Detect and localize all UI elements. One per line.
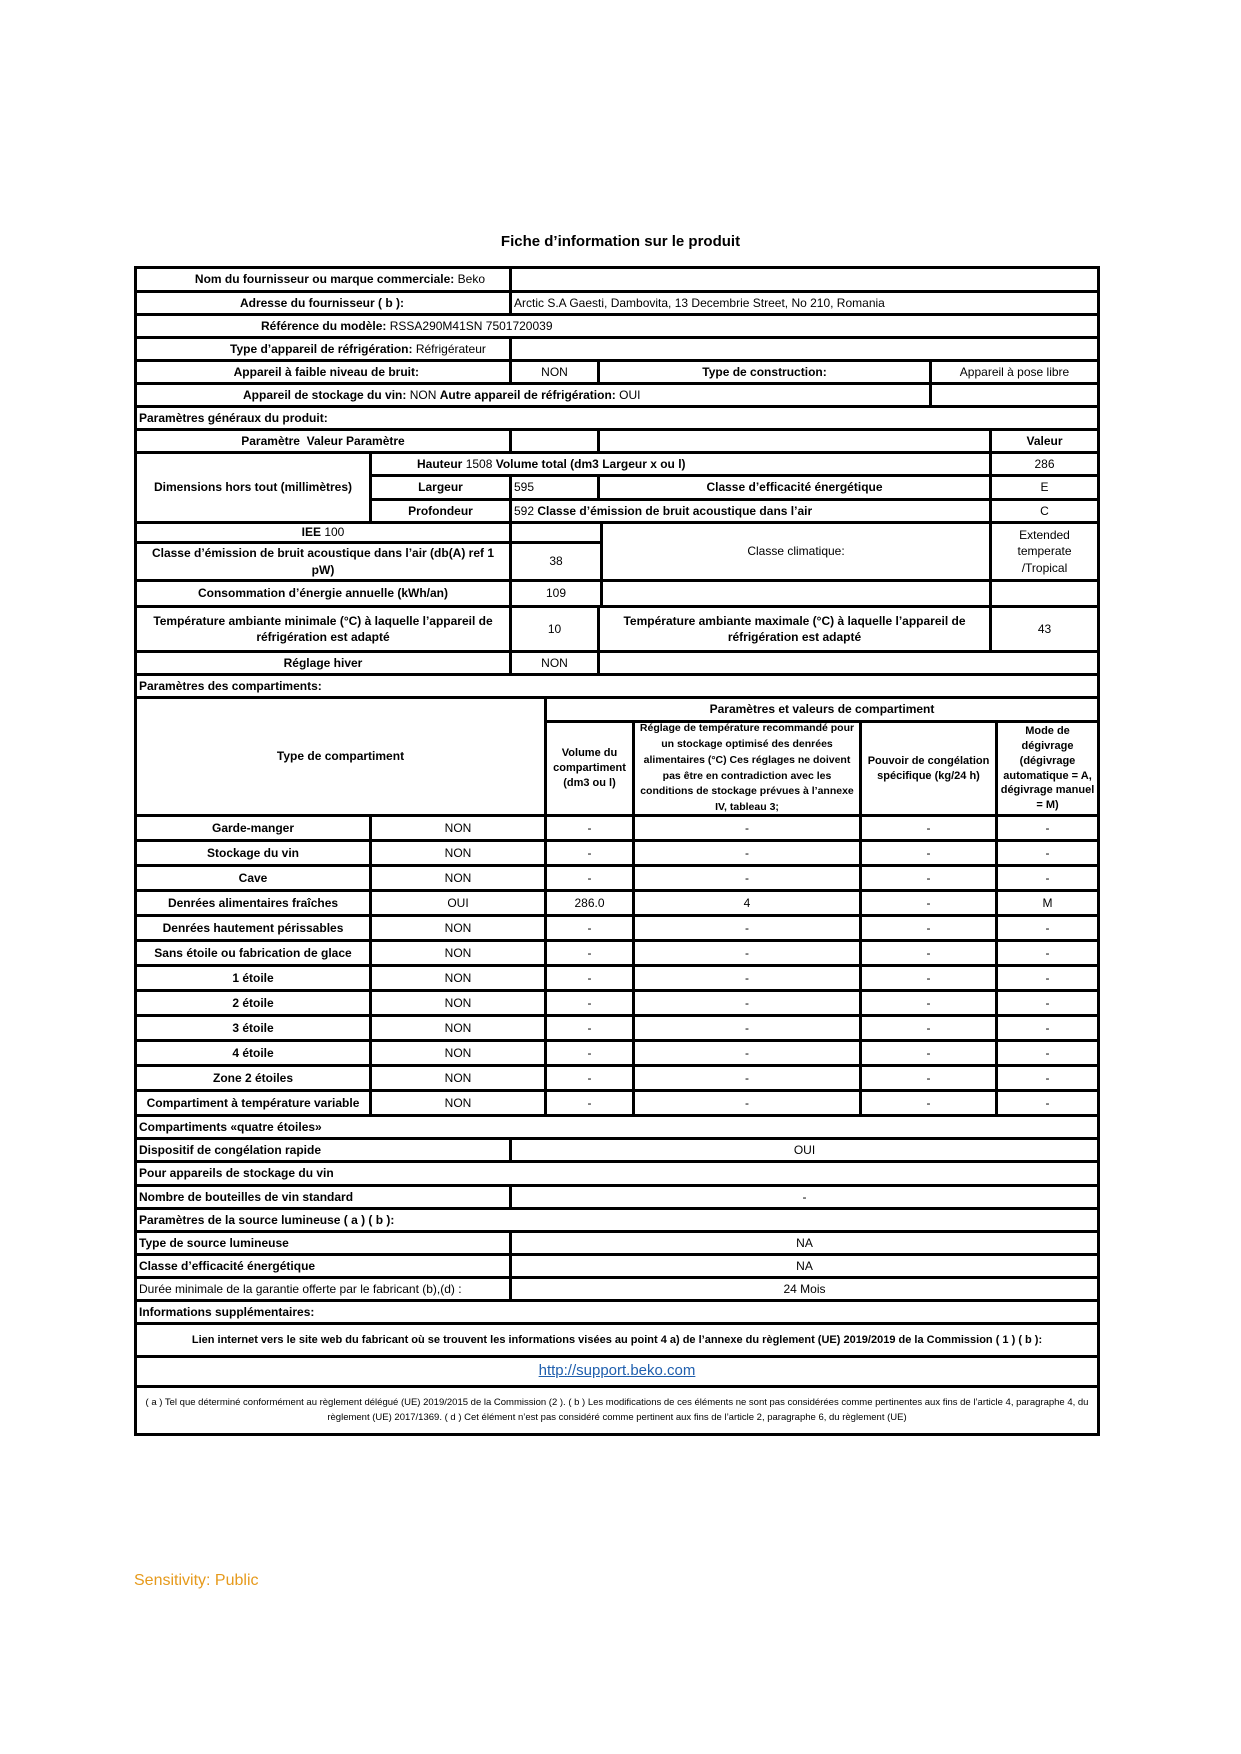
- compartment-present: NON: [372, 867, 547, 889]
- winter-value: NON: [512, 653, 600, 673]
- value-header: Valeur: [306, 433, 343, 448]
- product-info-table: [134, 266, 1100, 1436]
- four-star-section: Compartiments «quatre étoiles»: [139, 1119, 322, 1134]
- link-label-row: [137, 1325, 1097, 1358]
- compartment-volume: 286.0: [547, 892, 635, 914]
- col-freeze-header: Pouvoir de congélation spécifique (kg/24 h): [862, 723, 998, 814]
- compartment-temp: -: [635, 942, 862, 964]
- compartment-name: Stockage du vin: [137, 842, 372, 864]
- noise-db-value: 38: [549, 554, 563, 569]
- compartment-present: NON: [372, 992, 547, 1014]
- wine-section: Pour appareils de stockage du vin: [139, 1166, 334, 1181]
- low-noise-value: NON: [512, 362, 600, 382]
- compartment-defrost: -: [1045, 845, 1050, 860]
- compartment-defrost: -: [1045, 1045, 1050, 1060]
- low-noise-label: Appareil à faible niveau de bruit:: [137, 362, 512, 382]
- compartment-freeze: -: [862, 892, 998, 914]
- wine-section-row: [137, 1163, 1097, 1187]
- compartment-temp: -: [635, 1067, 862, 1089]
- wine-row: [137, 385, 1097, 408]
- compartment-defrost: -: [1045, 1070, 1050, 1085]
- general-section-row: [137, 408, 1097, 431]
- height-row: [372, 454, 1097, 477]
- address-row: [137, 293, 1097, 316]
- compartment-defrost: -: [1045, 945, 1050, 960]
- noise-db-label: Classe d’émission de bruit acoustique dans l’air (db(A) ref 1 pW): [137, 544, 512, 579]
- compartment-freeze: -: [862, 992, 998, 1014]
- compartment-temp: 4: [635, 892, 862, 914]
- compartment-volume: -: [547, 1067, 635, 1089]
- compartment-volume: -: [547, 942, 635, 964]
- compartment-volume: -: [547, 1092, 635, 1114]
- compartment-present: NON: [372, 917, 547, 939]
- notes-row: [137, 1388, 1097, 1433]
- compartment-volume: -: [547, 842, 635, 864]
- type-label: Type d’appareil de réfrigération:: [230, 341, 413, 356]
- compartment-freeze: -: [862, 1067, 998, 1089]
- light-class-row: [137, 1256, 1097, 1279]
- compartment-temp: -: [635, 917, 862, 939]
- sensitivity-label: Sensitivity: Public: [134, 1572, 259, 1589]
- type-row: [137, 339, 1097, 362]
- footnotes: ( a ) Tel que déterminé conformément au règlement délégué (UE) 2019/2015 de la Commission (2 ). ( b ) Les modifications de ces éléments ne sont pas considérées comme pertinentes aux fins de l’article 4, paragraphe 4, du règlement (UE) 2017/1369. ( d ) Cet élément n’est pas considéré comme pertinent aux fins de l’article 2, paragraphe 6, du règlement (UE): [145, 1397, 1089, 1423]
- compartment-name: 2 étoile: [137, 992, 372, 1014]
- compartments-header: [137, 699, 1097, 817]
- param-header-2: Paramètre: [346, 433, 405, 448]
- low-noise-row: [137, 362, 1097, 385]
- noise-class-value: C: [1040, 503, 1049, 518]
- compartment-volume: -: [547, 1017, 635, 1039]
- compartments-section-title: Paramètres des compartiments:: [139, 678, 322, 693]
- compartment-present: NON: [372, 967, 547, 989]
- width-row: [372, 477, 1097, 501]
- model-value: RSSA290M41SN 7501720039: [389, 318, 553, 333]
- winter-label: Réglage hiver: [137, 653, 512, 673]
- compartment-defrost: -: [1045, 920, 1050, 935]
- col-volume-header: Volume du compartiment (dm3 ou l): [547, 723, 635, 814]
- consumption-row-filler: [603, 582, 1097, 608]
- compartment-present: NON: [372, 942, 547, 964]
- bottles-row: [137, 1187, 1097, 1210]
- compartment-freeze: -: [862, 817, 998, 839]
- light-type-label: Type de source lumineuse: [137, 1233, 512, 1253]
- compartment-row: [137, 942, 1097, 967]
- compartment-temp: -: [635, 992, 862, 1014]
- compartment-row: [137, 892, 1097, 917]
- fast-freeze-row: [137, 1140, 1097, 1163]
- supplier-label: Nom du fournisseur ou marque commerciale:: [194, 272, 455, 287]
- max-temp-value: 43: [1037, 621, 1052, 636]
- manufacturer-link[interactable]: http://support.beko.com: [538, 1362, 696, 1380]
- compartment-freeze: -: [862, 1092, 998, 1114]
- type-value: Réfrigérateur: [415, 341, 486, 356]
- climate-label: Classe climatique:: [600, 524, 992, 579]
- compartment-defrost: -: [1045, 1020, 1050, 1035]
- compartment-present: NON: [372, 1042, 547, 1064]
- warranty-label: Durée minimale de la garantie offerte par le fabricant (b),(d) :: [137, 1279, 512, 1299]
- compartment-freeze: -: [862, 967, 998, 989]
- iee-label: IEE: [301, 525, 321, 540]
- compartment-row: [137, 967, 1097, 992]
- extra-section: Informations supplémentaires:: [139, 1304, 315, 1319]
- compartment-present: NON: [372, 1017, 547, 1039]
- compartment-name: Compartiment à température variable: [137, 1092, 372, 1114]
- compartment-temp: -: [635, 817, 862, 839]
- param-header: Paramètre: [241, 433, 300, 448]
- compartment-name: 3 étoile: [137, 1017, 372, 1039]
- address-value: Arctic S.A Gaesti, Dambovita, 13 Decembrie Street, No 210, Romania: [514, 295, 885, 310]
- depth-label: Profondeur: [372, 501, 512, 521]
- compartment-defrost: -: [1045, 1095, 1050, 1110]
- energy-class-label: Classe d’efficacité énergétique: [600, 477, 992, 498]
- width-value: 595: [512, 477, 600, 498]
- compartment-row: [137, 867, 1097, 892]
- light-type-row: [137, 1233, 1097, 1256]
- compartment-row: [137, 817, 1097, 842]
- compartment-temp: -: [635, 967, 862, 989]
- col-temp-header: Réglage de température recommandé pour un stockage optimisé des denrées alimentaires (°C) Ces réglages ne doivent pas être en contradiction avec les conditions de stockage prévues à l’annexe IV, tableau 3;: [635, 723, 862, 814]
- compartment-volume: -: [547, 817, 635, 839]
- extra-section-row: [137, 1302, 1097, 1325]
- compartment-volume: -: [547, 992, 635, 1014]
- compartment-row: [137, 1067, 1097, 1092]
- model-label: Référence du modèle:: [261, 318, 387, 333]
- address-label: Adresse du fournisseur ( b ):: [137, 293, 512, 313]
- compartment-freeze: -: [862, 1042, 998, 1064]
- compartment-name: Denrées hautement périssables: [137, 917, 372, 939]
- width-label: Largeur: [372, 477, 512, 498]
- fast-freeze-label: Dispositif de congélation rapide: [137, 1140, 512, 1160]
- other-value: OUI: [619, 387, 641, 402]
- depth-row: [372, 501, 1097, 524]
- volume-value: 286: [1034, 456, 1055, 471]
- compartment-temp: -: [635, 867, 862, 889]
- consumption-label: Consommation d’énergie annuelle (kWh/an): [137, 582, 512, 605]
- dimensions-label: Dimensions hors tout (millimètres): [137, 454, 372, 524]
- compartment-temp: -: [635, 842, 862, 864]
- noise-class-label: Classe d’émission de bruit acoustique dans l’air: [537, 503, 813, 518]
- compartment-volume: -: [547, 1042, 635, 1064]
- supplier-value: Beko: [457, 272, 485, 287]
- energy-class-value: E: [1040, 480, 1049, 495]
- depth-value: 592: [514, 503, 535, 518]
- general-header-row: [137, 431, 1097, 454]
- compartment-row: [137, 1042, 1097, 1067]
- compartment-present: NON: [372, 842, 547, 864]
- compartment-defrost: -: [1045, 970, 1050, 985]
- compartment-present: OUI: [372, 892, 547, 914]
- light-section: Paramètres de la source lumineuse ( a ) ( b ):: [139, 1212, 395, 1227]
- value-header-2: Valeur: [1026, 433, 1063, 448]
- compartment-present: NON: [372, 817, 547, 839]
- compartment-freeze: -: [862, 917, 998, 939]
- temperature-row: [137, 608, 1097, 653]
- compartment-name: Cave: [137, 867, 372, 889]
- page-title: Fiche d’information sur le produit: [500, 233, 741, 250]
- supplier-row: [137, 269, 1097, 293]
- height-label: Hauteur: [417, 456, 463, 471]
- max-temp-label: Température ambiante maximale (°C) à laquelle l’appareil de réfrigération est adapté: [600, 608, 992, 650]
- compartment-name: 4 étoile: [137, 1042, 372, 1064]
- compartment-name: 1 étoile: [137, 967, 372, 989]
- compartment-volume: -: [547, 917, 635, 939]
- bottles-label: Nombre de bouteilles de vin standard: [137, 1187, 512, 1207]
- compartment-present: NON: [372, 1067, 547, 1089]
- compartment-row: [137, 1017, 1097, 1042]
- min-temp-value: 10: [512, 608, 600, 650]
- compartment-defrost: -: [1045, 870, 1050, 885]
- fast-freeze-value: OUI: [793, 1142, 816, 1157]
- compartment-row: [137, 842, 1097, 867]
- wine-label: Appareil de stockage du vin:: [243, 387, 407, 402]
- compartment-defrost: -: [1045, 820, 1050, 835]
- general-section-title: Paramètres généraux du produit:: [139, 410, 328, 425]
- bottles-value: -: [802, 1189, 807, 1204]
- compartment-row: [137, 992, 1097, 1017]
- noise-db-row: [137, 544, 600, 582]
- compartment-name: Zone 2 étoiles: [137, 1067, 372, 1089]
- compartment-name: Garde-manger: [137, 817, 372, 839]
- iee-row: [137, 524, 600, 544]
- climate-block: [600, 524, 1097, 582]
- four-star-row: [137, 1117, 1097, 1140]
- warranty-value: 24 Mois: [783, 1281, 826, 1296]
- compartment-row: [137, 1092, 1097, 1117]
- compartment-freeze: -: [862, 1017, 998, 1039]
- compartment-volume: -: [547, 867, 635, 889]
- climate-value: Extended temperate /Tropical: [1017, 528, 1072, 575]
- compartment-name: Sans étoile ou fabrication de glace: [137, 942, 372, 964]
- min-temp-label: Température ambiante minimale (°C) à laquelle l’appareil de réfrigération est adapté: [137, 608, 512, 650]
- compartment-freeze: -: [862, 942, 998, 964]
- compartment-type-header: Type de compartiment: [137, 699, 547, 814]
- compartment-freeze: -: [862, 867, 998, 889]
- compartment-defrost: M: [1042, 895, 1053, 910]
- light-class-label: Classe d’efficacité énergétique: [137, 1256, 512, 1276]
- compartment-temp: -: [635, 1042, 862, 1064]
- volume-label: Volume total (dm3 Largeur x ou l): [495, 456, 686, 471]
- consumption-row: [137, 582, 603, 608]
- link-row: [137, 1358, 1097, 1388]
- construction-label: Type de construction:: [600, 362, 932, 382]
- model-row: [137, 316, 1097, 339]
- light-section-row: [137, 1210, 1097, 1233]
- compartment-temp: -: [635, 1092, 862, 1114]
- light-type-value: NA: [796, 1235, 813, 1250]
- col-defrost-header: Mode de dégivrage (dégivrage automatique = A, dégivrage manuel = M): [1000, 724, 1095, 812]
- light-class-value: NA: [796, 1258, 813, 1273]
- iee-value: 100: [324, 525, 345, 540]
- other-label: Autre appareil de réfrigération:: [439, 387, 616, 402]
- compartment-name: Denrées alimentaires fraîches: [137, 892, 372, 914]
- compartment-freeze: -: [862, 842, 998, 864]
- compartments-section-row: [137, 676, 1097, 699]
- winter-row: [137, 653, 1097, 676]
- consumption-value: 109: [512, 582, 603, 605]
- compartment-row: [137, 917, 1097, 942]
- compartment-group-header: Paramètres et valeurs de compartiment: [547, 699, 1097, 723]
- compartment-volume: -: [547, 967, 635, 989]
- link-label: Lien internet vers le site web du fabricant où se trouvent les informations visées au point 4 a) de l’annexe du règlement (UE) 2019/2019 de la Commission ( 1 ) ( b ):: [191, 1333, 1043, 1346]
- warranty-row: [137, 1279, 1097, 1302]
- construction-value: Appareil à pose libre: [959, 364, 1070, 379]
- compartment-temp: -: [635, 1017, 862, 1039]
- compartment-present: NON: [372, 1092, 547, 1114]
- compartment-defrost: -: [1045, 995, 1050, 1010]
- wine-value: NON: [409, 387, 437, 402]
- height-value: 1508: [465, 456, 493, 471]
